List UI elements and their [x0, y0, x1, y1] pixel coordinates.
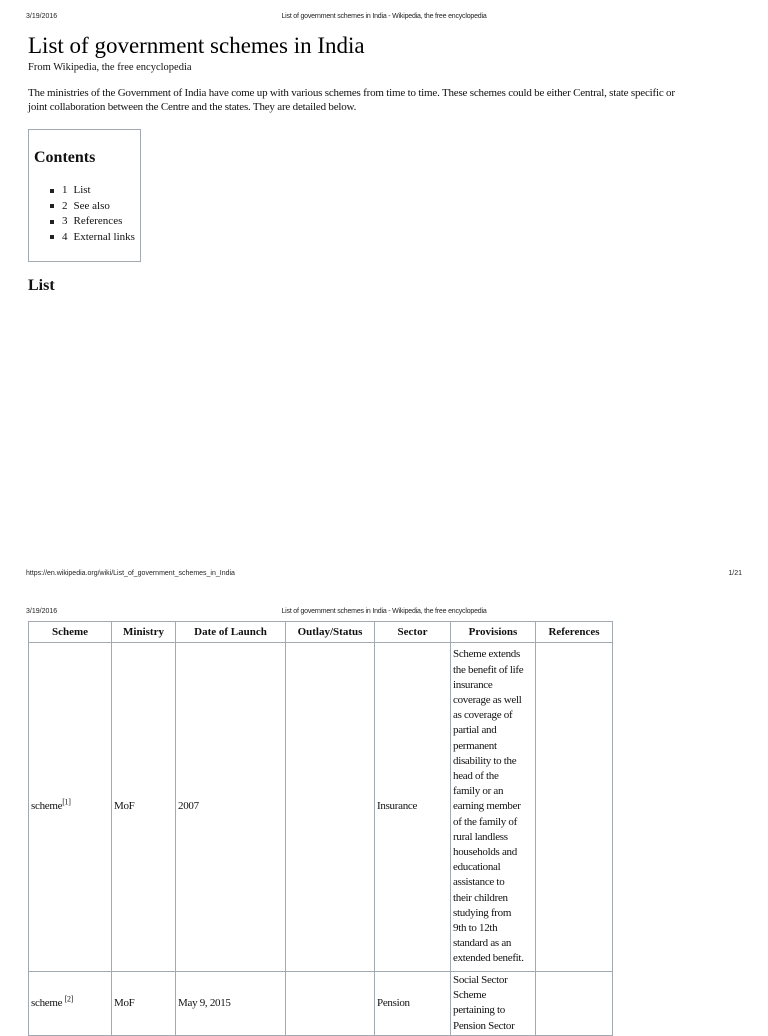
column-header-ministry[interactable]: Ministry: [112, 622, 176, 643]
print-title: List of government schemes in India - Wikipedia, the free encyclopedia: [281, 13, 487, 20]
table-row: [29, 643, 613, 972]
table-header-row: [29, 622, 613, 643]
cell-scheme[interactable]: scheme[1]: [29, 643, 112, 972]
cell-ministry: MoF: [112, 972, 176, 1036]
bullet-icon: [50, 204, 54, 208]
toc-item-list[interactable]: [37, 183, 135, 199]
section-heading-list: List: [28, 277, 55, 294]
print-header-page1: [0, 13, 768, 25]
table-of-contents: [28, 129, 141, 262]
table-row: [29, 972, 613, 1036]
intro-line: The ministries of the Government of India have come up with various schemes from time to time. These schemes could be either Central, state specific or: [28, 87, 675, 99]
print-header-page2: [0, 608, 768, 620]
cell-references: [536, 643, 613, 972]
cell-date: May 9, 2015: [176, 972, 286, 1036]
cell-provisions: Social Sector Scheme pertaining to Pension Sector: [451, 972, 536, 1036]
cell-provisions: Scheme extends the benefit of life insurance coverage as well as coverage of partial and permanent disability to the head of the family or an earning member of the family of rural landless households and educational assistance to their children studying from 9th to 12th standard as an extended benefit.: [451, 643, 536, 972]
page-title: List of government schemes in India: [28, 33, 365, 58]
column-header-provisions[interactable]: Provisions: [451, 622, 536, 643]
toc-item-label[interactable]: List: [73, 184, 91, 196]
column-header-outlay-status[interactable]: Outlay/Status: [286, 622, 375, 643]
print-title: List of government schemes in India - Wikipedia, the free encyclopedia: [281, 608, 487, 615]
toc-title: Contents: [34, 149, 96, 166]
print-url: https://en.wikipedia.org/wiki/List_of_government_schemes_in_India: [26, 570, 235, 577]
cell-date: 2007: [176, 643, 286, 972]
cell-references: [536, 972, 613, 1036]
column-header-references[interactable]: References: [536, 622, 613, 643]
column-header-sector[interactable]: Sector: [375, 622, 451, 643]
toc-item-number: 1: [62, 184, 68, 196]
cell-sector: Insurance: [375, 643, 451, 972]
print-page-number: 1/21: [728, 570, 742, 577]
bullet-icon: [50, 235, 54, 239]
print-date: 3/19/2016: [26, 13, 58, 20]
toc-item-external-links[interactable]: [37, 230, 135, 246]
toc-item-label[interactable]: See also: [73, 199, 110, 212]
cell-outlay: [286, 972, 375, 1036]
toc-list: [37, 183, 135, 245]
cell-outlay: [286, 643, 375, 972]
toc-item-number: 3: [62, 215, 68, 227]
citation-link[interactable]: [2]: [64, 994, 74, 1004]
site-subtitle: From Wikipedia, the free encyclopedia: [28, 62, 192, 73]
bullet-icon: [50, 189, 54, 193]
print-footer-page1: [0, 570, 768, 582]
toc-item-label[interactable]: References: [73, 215, 123, 227]
intro-paragraph: [28, 86, 740, 114]
schemes-table: [28, 621, 613, 1036]
toc-item-references[interactable]: [37, 214, 135, 230]
intro-line: joint collaboration between the Centre and the states. They are detailed below.: [28, 101, 357, 113]
toc-item-see-also[interactable]: [37, 199, 135, 215]
citation-link[interactable]: [1]: [62, 797, 71, 807]
print-date: 3/19/2016: [26, 608, 58, 615]
cell-scheme[interactable]: scheme [2]: [29, 972, 112, 1036]
cell-sector: Pension: [375, 972, 451, 1036]
toc-item-number: 4: [62, 230, 68, 243]
column-header-scheme[interactable]: Scheme: [29, 622, 112, 643]
column-header-date-of-launch[interactable]: Date of Launch: [176, 622, 286, 643]
cell-ministry: MoF: [112, 643, 176, 972]
toc-item-label[interactable]: External links: [73, 230, 135, 243]
toc-item-number: 2: [62, 199, 68, 212]
bullet-icon: [50, 220, 54, 224]
